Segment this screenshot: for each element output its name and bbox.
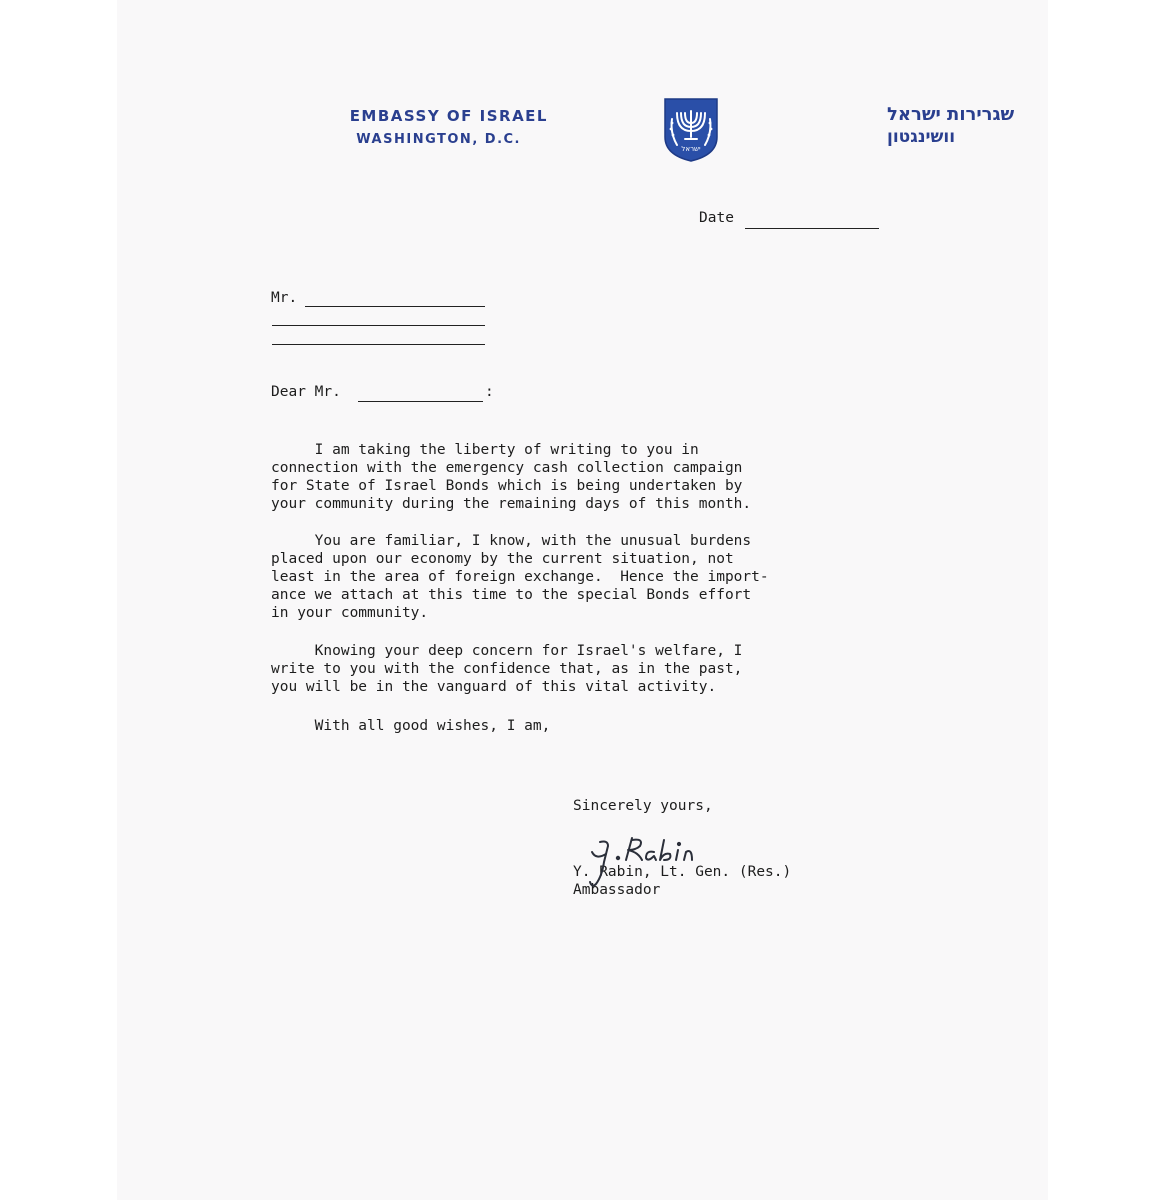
signer-name: Y. Rabin, Lt. Gen. (Res.) <box>573 864 792 880</box>
date-blank-line <box>745 228 879 229</box>
embassy-city: WASHINGTON, D.C. <box>356 132 521 147</box>
embassy-name: EMBASSY OF ISRAEL <box>349 107 548 125</box>
handwritten-signature-icon <box>578 832 748 888</box>
letterhead-english <box>117 107 548 147</box>
hebrew-embassy-name: שגרירות ישראל <box>887 104 1015 125</box>
emblem-text: ישראל <box>681 145 701 153</box>
date-label: Date <box>699 210 734 226</box>
address-line-1 <box>305 306 485 307</box>
address-label: Mr. <box>271 290 298 306</box>
salutation-blank-line <box>358 401 483 402</box>
address-line-3 <box>272 344 485 345</box>
paragraph-2: You are familiar, I know, with the unusual burdens placed upon our economy by the current situation, not least in the area of foreign exchange. Hence the import- ance we attach at this time to the special Bonds effort in your community. <box>271 533 769 621</box>
hebrew-city: וושינגטון <box>887 127 956 147</box>
address-line-2 <box>272 325 485 326</box>
paragraph-4: With all good wishes, I am, <box>271 718 551 734</box>
letterhead-hebrew <box>887 104 1051 147</box>
letter-page <box>117 0 1048 1200</box>
salutation-suffix: : <box>485 384 494 400</box>
salutation-prefix: Dear Mr. <box>271 384 341 400</box>
paragraph-3: Knowing your deep concern for Israel's welfare, I write to you with the confidence that, as in the past, you will be in the vanguard of this vital activity. <box>271 643 743 695</box>
closing: Sincerely yours, <box>573 798 713 814</box>
paragraph-1: I am taking the liberty of writing to you in connection with the emergency cash collection campaign for State of Israel Bonds which is being undertaken by your community during the remaining days of this month. <box>271 442 752 512</box>
signer-title: Ambassador <box>573 882 661 898</box>
israel-emblem-icon <box>663 97 719 163</box>
